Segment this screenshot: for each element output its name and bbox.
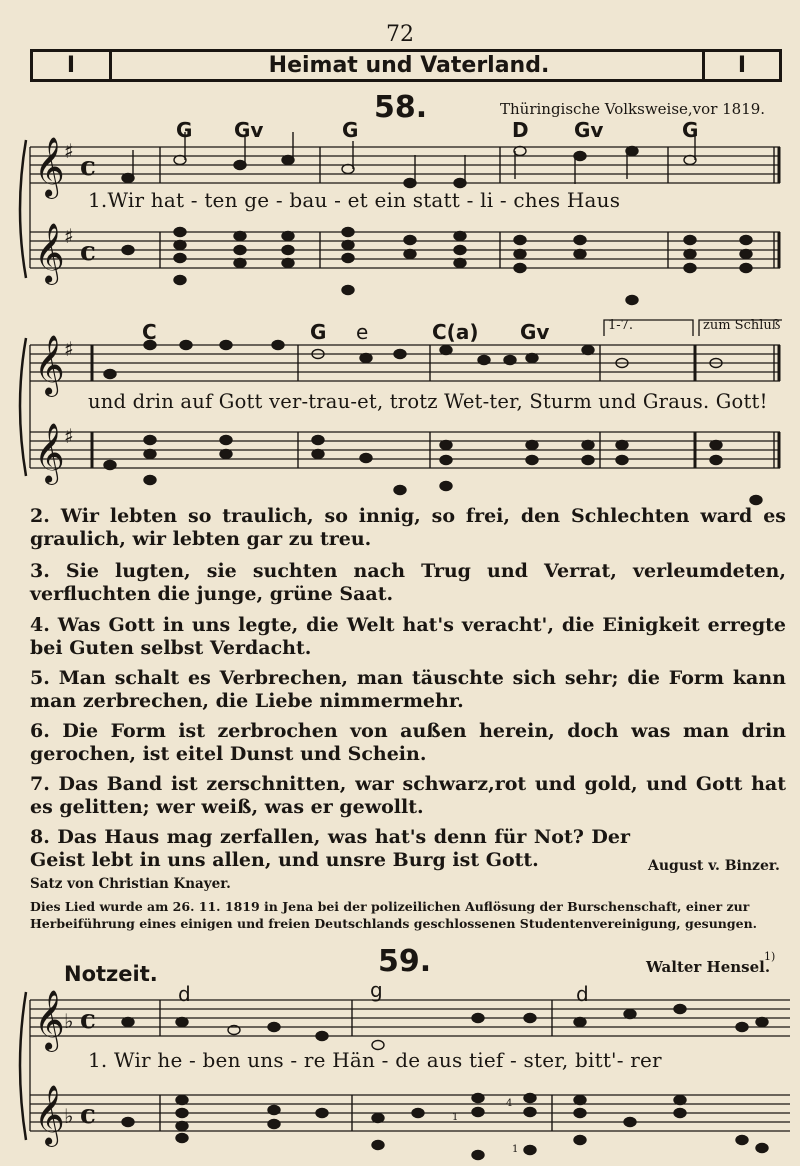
chord-58-5: Gv bbox=[574, 118, 604, 142]
fingering-2: 4 bbox=[506, 1098, 513, 1109]
svg-text:𝄞: 𝄞 bbox=[34, 423, 65, 483]
chord-58-11: Gv bbox=[520, 320, 550, 344]
song-59-composer: Walter Hensel. bbox=[646, 958, 771, 976]
chord-58-3: G bbox=[342, 118, 359, 142]
svg-text:𝄞: 𝄞 bbox=[34, 990, 65, 1050]
header-left-marker: I bbox=[33, 52, 112, 79]
verse-4: 4. Was Gott in uns legte, die Welt hat's veracht', die Einigkeit erregte bei Guten selbst Verdacht. bbox=[30, 614, 786, 659]
song-58-number: 58. bbox=[374, 90, 428, 125]
verse-3: 3. Sie lugten, sie suchten nach Trug und Verrat, verleumdeten, verfluchten die junge, grüne Saat. bbox=[30, 560, 786, 605]
svg-text:c: c bbox=[80, 1005, 96, 1035]
svg-text:c: c bbox=[80, 1100, 96, 1130]
chord-58-6: G bbox=[682, 118, 699, 142]
svg-text:♯: ♯ bbox=[64, 424, 74, 448]
song-59-number: 59. bbox=[378, 944, 432, 979]
chord-58-7: C bbox=[142, 320, 157, 344]
svg-text:𝄞: 𝄞 bbox=[34, 1085, 65, 1145]
header-right-marker: I bbox=[702, 52, 779, 79]
verse-7: 7. Das Band ist zerschnitten, war schwarz,rot und gold, und Gott hat es gelitten; wer weiß, was er gewollt. bbox=[30, 773, 786, 818]
chord-58-4: D bbox=[512, 118, 529, 142]
svg-text:c: c bbox=[80, 152, 96, 182]
svg-text:c: c bbox=[80, 237, 96, 267]
page-number: 72 bbox=[386, 22, 414, 47]
song-58-lyrics-line-1: 1.Wir hat - ten ge - bau - et ein statt - li - ches Haus bbox=[88, 188, 621, 212]
svg-text:♭: ♭ bbox=[64, 1104, 74, 1128]
song-58-lyrics-line-2: und drin auf Gott ver-trau-et, trotz Wet-ter, Sturm und Graus. Gott! bbox=[88, 390, 768, 413]
section-title: Heimat und Vaterland. bbox=[268, 53, 550, 78]
chord-59-1: d bbox=[178, 982, 191, 1006]
historical-note: Dies Lied wurde am 26. 11. 1819 in Jena bei der polizeilichen Auflösung der Burschenschaft, einer zur Herbeiführung eines einigen und freien Deutschlands geschlossenen Studentenvereinigung, gesungen. bbox=[30, 899, 758, 931]
svg-text:♯: ♯ bbox=[64, 224, 74, 248]
song-58-melody-credit: Thüringische Volksweise,vor 1819. bbox=[500, 100, 766, 118]
verse-6: 6. Die Form ist zerbrochen von außen herein, doch was man drin gerochen, ist eitel Dunst und Schein. bbox=[30, 720, 786, 765]
song-59-footnote-marker: 1) bbox=[764, 950, 776, 963]
chord-58-8: G bbox=[310, 320, 327, 344]
chord-58-10: C(a) bbox=[432, 320, 479, 344]
staff-58-2-bass bbox=[30, 432, 780, 468]
lyricist-credit: August v. Binzer. bbox=[648, 858, 780, 874]
chord-58-1: G bbox=[176, 118, 193, 142]
svg-text:♯: ♯ bbox=[64, 139, 74, 163]
fingering-3: 1 bbox=[512, 1144, 519, 1155]
volta-1-label: 1-7. bbox=[608, 318, 634, 333]
chord-58-2: Gv bbox=[234, 118, 264, 142]
verse-8: 8. Das Haus mag zerfallen, was hat's denn für Not? Der Geist lebt in uns allen, und unsre Burg ist Gott. bbox=[30, 826, 630, 871]
volta-2-label: zum Schluß bbox=[703, 318, 781, 333]
chord-59-2: g bbox=[370, 978, 383, 1002]
svg-text:♭: ♭ bbox=[64, 1009, 74, 1033]
verse-2: 2. Wir lebten so traulich, so innig, so frei, den Schlechten ward es graulich, wir lebten gar zu treu. bbox=[30, 505, 786, 550]
verse-5: 5. Man schalt es Verbrechen, man täuschte sich sehr; die Form kann man zerbrechen, die Liebe nimmermehr. bbox=[30, 667, 786, 712]
chord-58-9: e bbox=[356, 320, 369, 344]
chord-59-3: d bbox=[576, 982, 589, 1006]
svg-text:𝄞: 𝄞 bbox=[34, 223, 65, 283]
arrangement-credit: Satz von Christian Knayer. bbox=[30, 876, 231, 892]
song-59-title: Notzeit. bbox=[64, 962, 158, 986]
song-59-lyrics-line-1: 1. Wir he - ben uns - re Hän - de aus tief - ster, bitt'- rer bbox=[88, 1048, 662, 1072]
svg-text:𝄞: 𝄞 bbox=[34, 137, 65, 197]
svg-text:𝄞: 𝄞 bbox=[34, 335, 65, 395]
fingering-1: 1 bbox=[452, 1112, 459, 1123]
staff-58-2-treble bbox=[30, 345, 780, 381]
svg-text:♯: ♯ bbox=[64, 337, 74, 361]
